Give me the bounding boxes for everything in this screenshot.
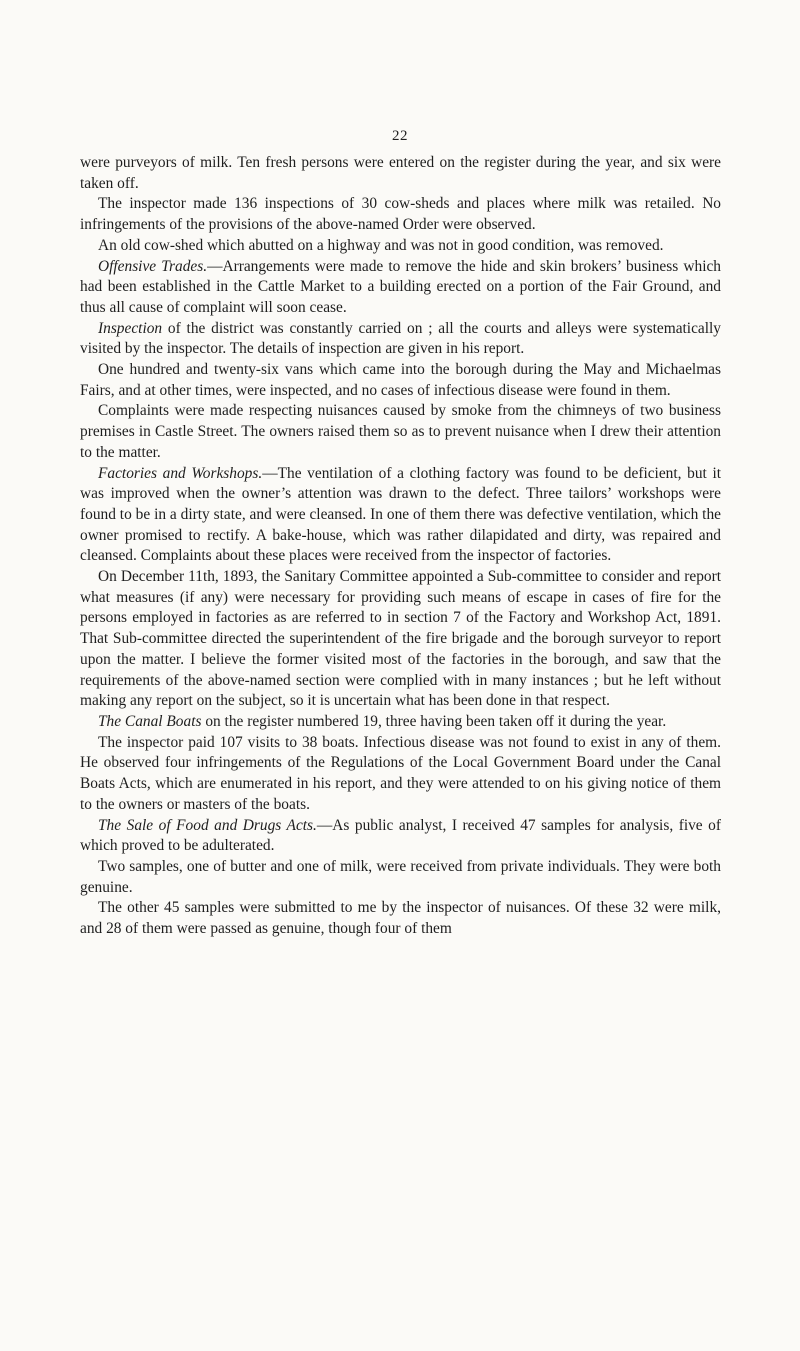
paragraph: Offensive Trades.—Arrangements were made to remove the hide and skin brokers’ business which had been established in the Cattle Market to a building erected on a portion of the Fair Ground, and thus all cause of complaint will soon cease. [80,257,721,316]
paragraph: The Sale of Food and Drugs Acts.—As public analyst, I received 47 samples for analysis, five of which proved to be adulterated. [80,816,721,855]
body-text [80,153,721,940]
paragraph: The inspector paid 107 visits to 38 boats. Infectious disease was not found to exist in any of them. He observed four infringements of the Regulations of the Local Government Board under the Canal Boats Acts, which are enumerated in his report, and they were attended to on his giving notice of them to the owners or masters of the boats. [80,733,721,813]
section-heading: The Canal Boats [98,712,202,730]
paragraph: On December 11th, 1893, the Sanitary Committee appointed a Sub-committee to consider and report what measures (if any) were necessary for providing such means of escape in cases of fire for the persons employed in factories as are referred to in section 7 of the Factory and Workshop Act, 1891. That Sub-committee directed the superintendent of the fire brigade and the borough surveyor to report upon the matter. I believe the former visited most of the factories in the borough, and saw that the requirements of the above-named section were complied with in many instances ; but he left without making any report on the subject, so it is uncertain what has been done in that respect. [80,568,721,710]
paragraph: Two samples, one of butter and one of milk, were received from private individuals. They were both genuine. [80,857,721,896]
paragraph: Factories and Workshops.—The ventilation of a clothing factory was found to be deficient, but it was improved when the owner’s attention was drawn to the defect. Three tailors’ workshops were found to be in a dirty state, and were cleansed. In one of them there was defective ventilation, which the owner promised to rectify. A bake-house, which was rather dilapidated and dirty, was repaired and cleansed. Complaints about these places were received from the inspector of factories. [80,464,721,565]
paragraph: Complaints were made respecting nuisances caused by smoke from the chimneys of two business premises in Castle Street. The owners raised them so as to prevent nuisance when I drew their attention to the matter. [80,402,721,461]
paragraph: One hundred and twenty-six vans which came into the borough during the May and Michaelmas Fairs, and at other times, were inspected, and no cases of infectious disease were found in them. [80,361,721,399]
section-heading: Factories and Workshops. [98,464,263,482]
paragraph: Inspection of the district was constantly carried on ; all the courts and alleys were systematically visited by the inspector. The details of inspection are given in his report. [80,319,721,358]
paragraph: The other 45 samples were submitted to me by the inspector of nuisances. Of these 32 were milk, and 28 of them were passed as genuine, though four of them [80,899,721,938]
paragraph: The Canal Boats on the register numbered 19, three having been taken off it during the year. [98,712,667,730]
section-heading: Offensive Trades. [98,257,208,275]
paragraph: The inspector made 136 inspections of 30 cow-sheds and places where milk was retailed. No infringements of the provisions of the above-named Order were observed. [80,195,721,234]
section-heading: The Sale of Food and Drugs Acts. [98,816,317,834]
paragraph: were purveyors of milk. Ten fresh persons were entered on the register during the year, and six were taken off. [80,154,721,192]
page-number: 22 [392,128,408,144]
section-heading: Inspection [98,319,163,337]
paragraph: An old cow-shed which abutted on a highway and was not in good condition, was removed. [98,236,664,254]
